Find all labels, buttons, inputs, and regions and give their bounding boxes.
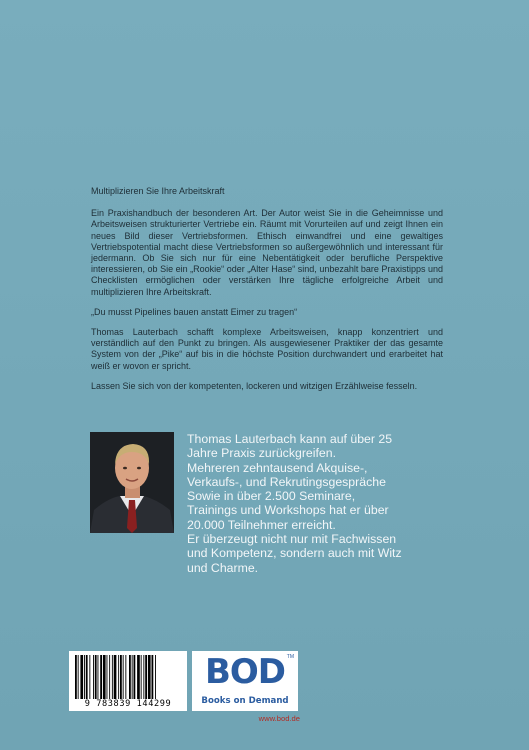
publisher-logo <box>192 651 298 711</box>
barcode-bar <box>75 655 77 699</box>
barcode-bar <box>132 655 133 699</box>
barcode-bar <box>141 655 142 699</box>
barcode-bar <box>107 655 108 699</box>
publisher-url: www.bod.de <box>258 714 300 723</box>
barcode-bar <box>134 655 136 699</box>
barcode-bar <box>89 655 90 699</box>
bod-logo-text: BOD <box>204 652 286 692</box>
blurb-paragraph-2: Thomas Lauterbach schafft komplexe Arbeitsweisen, knapp konzentriert und verständlich auf den Punkt zu bringen. Als ausgewiesener Praktiker der das gesamte System von der „Pike“ auf bis in die höchste Position durchwandert und erarbeitet hat weiß er wovon er spricht. <box>91 327 443 371</box>
author-portrait-icon <box>90 432 174 533</box>
blurb-paragraph-3: Lassen Sie sich von der kompetenten, lockeren und witzigen Erzählweise fesseln. <box>91 380 418 391</box>
bio-line: Verkaufs-, und Rekrutingsgespräche <box>187 474 386 489</box>
bio-line: Er überzeugt nicht nur mit Fachwissen <box>187 532 397 547</box>
barcode-bar <box>143 655 144 699</box>
author-bio <box>187 432 457 575</box>
barcode-bar <box>155 655 156 699</box>
barcode-bar <box>145 655 147 699</box>
barcode-bar <box>103 655 106 699</box>
bio-line: 20.000 Teilnehmer erreicht. <box>187 517 336 532</box>
author-photo <box>90 432 174 533</box>
bio-line: Mehreren zehntausend Akquise-, <box>187 460 368 475</box>
bio-line: Trainings und Workshops hat er über <box>187 503 389 518</box>
barcode-bar <box>98 655 99 699</box>
barcode-bar <box>112 655 113 699</box>
barcode-bar <box>109 655 110 699</box>
barcode-bar <box>114 655 117 699</box>
barcode-bar <box>152 655 154 699</box>
bio-line: Thomas Lauterbach kann auf über 25 <box>187 432 393 446</box>
bio-line: und Kompetenz, sondern auch mit Witz <box>187 546 402 561</box>
barcode-bar <box>86 655 88 699</box>
publisher-tagline: Books on Demand <box>201 696 289 706</box>
barcode-bar <box>84 655 85 699</box>
barcode-icon <box>75 655 181 699</box>
bio-line: Sowie in über 2.500 Seminare, <box>187 489 356 504</box>
barcode-bar <box>137 655 140 699</box>
isbn-barcode <box>69 651 187 711</box>
blurb-quote: „Du musst Pipelines bauen anstatt Eimer zu tragen“ <box>91 306 298 317</box>
barcode-bar <box>120 655 122 699</box>
barcode-bar <box>129 655 131 699</box>
isbn-number: 9 783839 144299 <box>84 699 172 709</box>
bio-line: Jahre Praxis zurückgreifen. <box>187 446 336 461</box>
barcode-bar <box>80 655 83 699</box>
barcode-bar <box>118 655 119 699</box>
barcode-bar <box>148 655 151 699</box>
barcode-bar <box>125 655 126 699</box>
bio-line: und Charme. <box>187 560 259 575</box>
barcode-bar <box>93 655 94 699</box>
barcode-bar <box>78 655 79 699</box>
blurb-text <box>91 186 443 401</box>
barcode-bar <box>100 655 102 699</box>
barcode-bar <box>95 655 97 699</box>
blurb-paragraph-1: Ein Praxishandbuch der besonderen Art. Der Autor weist Sie in die Geheimnisse und Arbeitsweisen strukturierter Vertriebe ein. Räumt mit Vorurteilen auf und zeigt Ihnen ein neues Bild dieser Vertriebsformen. Ethisch einwandfrei und eine gewaltiges Vertriebspotential macht diese Vertriebsformen so außergewöhnlich und interessant für jedermann. Ob Sie sich nur für eine Nebentätigkeit oder berufliche Perspektive interessieren, ob Sie ein „Rookie“ oder „Alter Hase“ sind, unbezahlt bare Praxistipps und Checklisten ermöglichen oder verstärken Ihre tägliche erfolgreiche Arbeit und multiplizieren Ihre Arbeitskraft. <box>91 208 443 297</box>
blurb-heading: Multiplizieren Sie Ihre Arbeitskraft <box>91 186 225 196</box>
trademark-mark: TM <box>286 654 294 660</box>
barcode-bar <box>123 655 124 699</box>
